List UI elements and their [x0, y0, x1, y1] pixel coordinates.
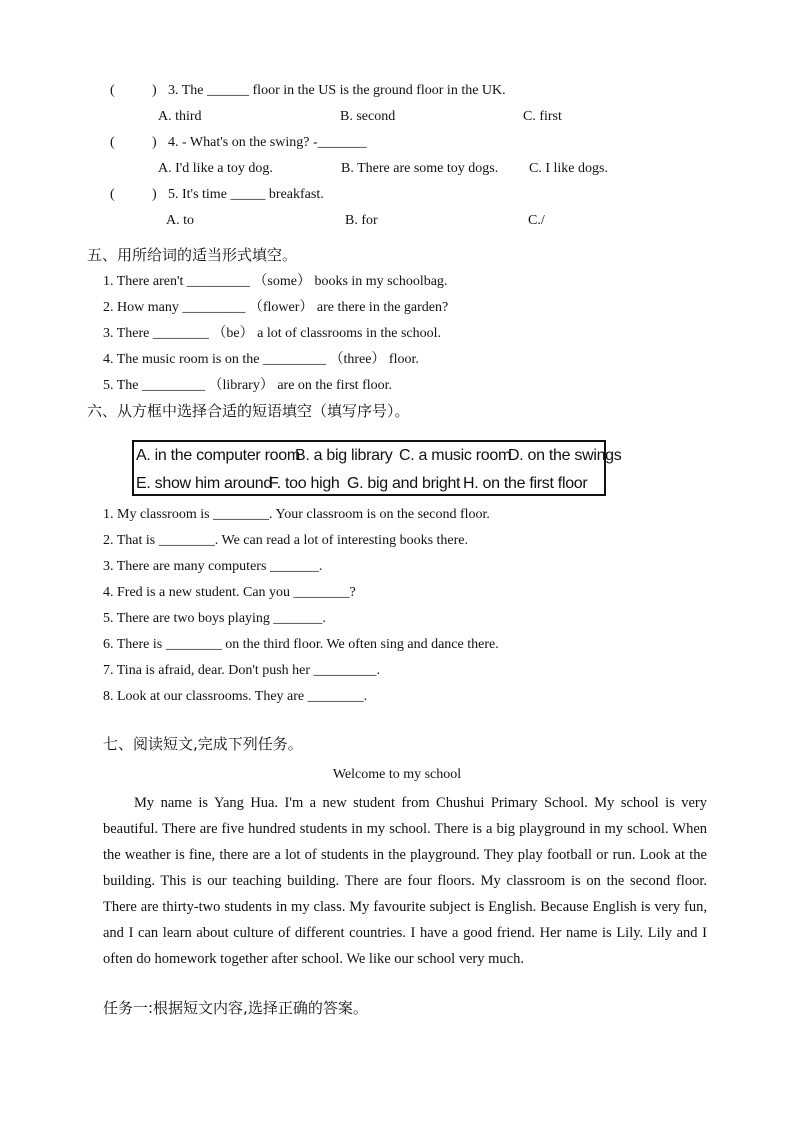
phrase-d: D. on the swings: [508, 447, 622, 464]
fill-item-1: 1. There aren't _________ （some） books in my schoolbag.: [103, 274, 448, 289]
answer-paren-open: (: [110, 135, 115, 150]
task-1-instruction: 任务一:根据短文内容,选择正确的答案。: [103, 999, 368, 1017]
phrase-item-8: 8. Look at our classrooms. They are ________.: [103, 689, 368, 704]
phrase-box: [132, 440, 622, 496]
answer-paren-close: ): [152, 83, 157, 98]
option-c: C./: [528, 213, 545, 228]
option-c: C. I like dogs.: [529, 161, 608, 176]
question-text: 4. - What's on the swing? -_______: [168, 135, 367, 150]
phrase-f: F. too high: [269, 475, 340, 492]
phrase-item-4: 4. Fred is a new student. Can you ________?: [103, 585, 356, 600]
question-text: 3. The ______ floor in the US is the ground floor in the UK.: [168, 83, 506, 98]
section-6-title: 六、从方框中选择合适的短语填空（填写序号）。: [87, 402, 410, 420]
phrase-item-3: 3. There are many computers _______.: [103, 559, 323, 574]
fill-item-4: 4. The music room is on the _________ （three） floor.: [103, 352, 419, 367]
fill-item-2: 2. How many _________ （flower） are there in the garden?: [103, 300, 449, 315]
section-5-title: 五、用所给词的适当形式填空。: [87, 246, 298, 264]
reading-passage: My name is Yang Hua. I'm a new student from Chushui Primary School. My school is very beautiful. There are five hundred students in my school. There is a big playground in my school. When the weather is fine, there are a lot of students in the playground. They play football or run. Look at the building. This is our teaching building. There are four floors. My classroom is on the second floor. There are thirty-two students in my class. My favourite subject is English. Because English is very fun, and I can learn about culture of different countries. I have a good friend. Her name is Lily. Lily and I often do homework together after school. We like our school very much.: [103, 795, 707, 967]
option-b: B. There are some toy dogs.: [341, 161, 499, 176]
option-a: A. third: [158, 109, 202, 124]
phrase-e: E. show him around: [136, 475, 273, 492]
question-text: 5. It's time _____ breakfast.: [168, 187, 324, 202]
phrase-h: H. on the first floor: [463, 475, 588, 492]
answer-paren-open: (: [110, 187, 115, 202]
answer-paren-close: ): [152, 135, 157, 150]
answer-paren-close: ): [152, 187, 157, 202]
phrase-c: C. a music room: [399, 447, 511, 464]
answer-paren-open: (: [110, 83, 115, 98]
fill-item-3: 3. There ________ （be） a lot of classrooms in the school.: [103, 326, 442, 341]
passage-title: Welcome to my school: [332, 767, 462, 782]
option-b: B. for: [345, 213, 378, 228]
phrase-item-7: 7. Tina is afraid, dear. Don't push her _________.: [103, 663, 381, 678]
phrase-item-6: 6. There is ________ on the third floor. We often sing and dance there.: [103, 637, 499, 652]
option-a: A. to: [166, 213, 194, 228]
fill-item-5: 5. The _________ （library） are on the first floor.: [103, 378, 393, 393]
option-a: A. I'd like a toy dog.: [158, 161, 273, 176]
option-b: B. second: [340, 109, 396, 124]
phrase-item-5: 5. There are two boys playing _______.: [103, 611, 326, 626]
section-7-title: 七、阅读短文,完成下列任务。: [103, 735, 303, 753]
phrase-item-1: 1. My classroom is ________. Your classroom is on the second floor.: [103, 507, 490, 522]
phrase-a: A. in the computer room: [136, 447, 300, 464]
phrase-item-2: 2. That is ________. We can read a lot of interesting books there.: [103, 533, 468, 548]
option-c: C. first: [523, 109, 562, 124]
phrase-b: B. a big library: [295, 447, 393, 464]
phrase-g: G. big and bright: [347, 475, 461, 492]
